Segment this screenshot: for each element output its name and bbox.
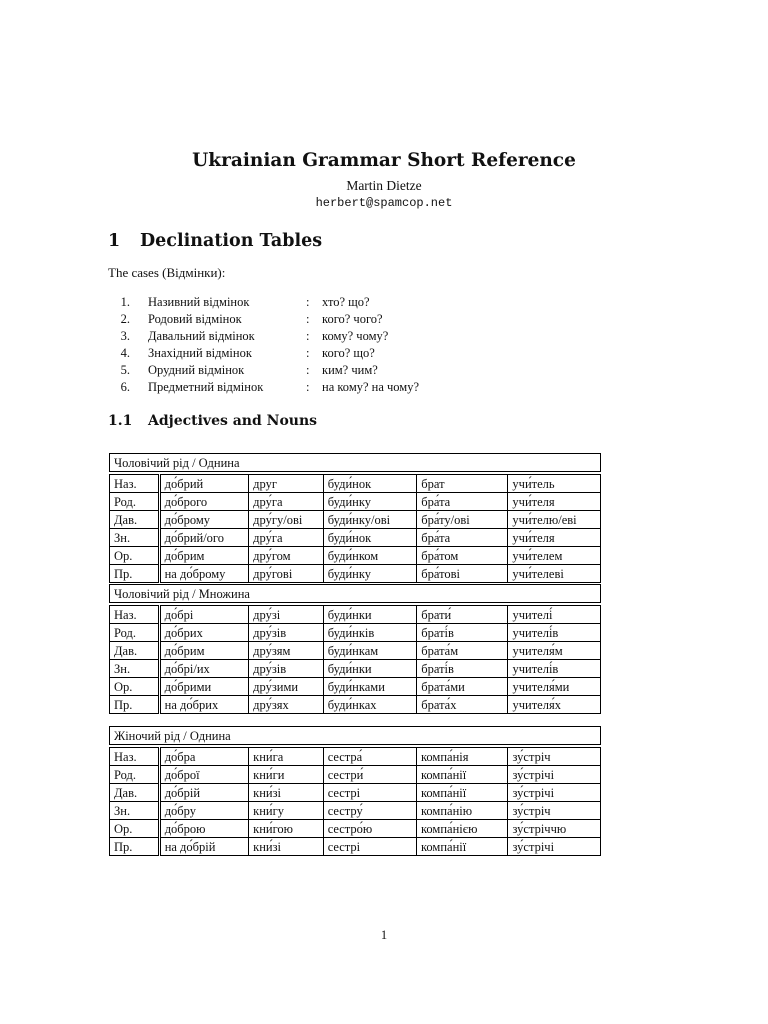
case-name: Знахідний відмінок xyxy=(148,346,252,360)
case-abbrev-cell: Дав. xyxy=(110,511,160,529)
table-cell: буди́нкам xyxy=(323,642,416,660)
case-question: кому? чому? xyxy=(322,329,389,343)
case-number: 1. xyxy=(120,295,130,309)
table-cell: компа́нією xyxy=(416,820,508,838)
case-colon: : xyxy=(306,329,310,343)
author-name: Martin Dietze xyxy=(346,178,422,193)
declension-table xyxy=(109,453,601,583)
table-cell: компа́нії xyxy=(416,784,508,802)
case-abbrev-cell: Зн. xyxy=(110,802,160,820)
table-row xyxy=(110,475,601,493)
table-heading: Чоловічий рід / Множина xyxy=(110,585,601,603)
case-number: 6. xyxy=(120,380,130,394)
table-cell: учи́теля xyxy=(508,493,601,511)
table-cell: брата́м xyxy=(417,642,508,660)
case-name: Предметний відмінок xyxy=(148,380,264,394)
table-cell: кни́га xyxy=(249,748,324,766)
case-abbrev-cell: Зн. xyxy=(110,660,160,678)
table-cell: кни́гу xyxy=(249,802,324,820)
table-cell: брати́ xyxy=(417,606,508,624)
section-number: 1 xyxy=(108,231,121,251)
document-title: Ukrainian Grammar Short Reference xyxy=(192,150,576,171)
case-abbrev-cell: Род. xyxy=(110,624,160,642)
case-colon: : xyxy=(306,380,310,394)
case-abbrev-cell: Зн. xyxy=(110,529,160,547)
table-row xyxy=(110,511,601,529)
case-abbrev-cell: Дав. xyxy=(110,642,160,660)
case-item xyxy=(108,379,419,396)
table-cell: кни́ги xyxy=(249,766,324,784)
subsection-title: Adjectives and Nouns xyxy=(148,413,318,429)
table-cell: зу́стріччю xyxy=(508,820,601,838)
table-cell: учителя́м xyxy=(508,642,601,660)
table-cell: до́бру xyxy=(159,802,248,820)
table-cell: браті́в xyxy=(417,660,508,678)
table-cell: буди́нку/ові xyxy=(323,511,416,529)
case-question: ким? чим? xyxy=(322,363,378,377)
table-cell: буди́нком xyxy=(323,547,416,565)
table-row xyxy=(110,802,601,820)
table-cell: кни́зі xyxy=(249,784,324,802)
table-cell: до́брими xyxy=(159,678,249,696)
table-row xyxy=(110,696,601,714)
table-cell: дру́гу/ові xyxy=(249,511,324,529)
table-cell: дру́гом xyxy=(249,547,324,565)
table-cell: учителі́в xyxy=(508,660,601,678)
case-abbrev-cell: Дав. xyxy=(110,784,160,802)
declension-table xyxy=(109,726,601,856)
table-row xyxy=(110,642,601,660)
table-cell: компа́нія xyxy=(416,748,508,766)
table-cell: бра́ту/ові xyxy=(417,511,508,529)
table-cell: дру́га xyxy=(249,493,324,511)
case-abbrev-cell: Наз. xyxy=(110,475,160,493)
table-row xyxy=(110,547,601,565)
table-cell: до́брим xyxy=(159,547,249,565)
case-abbrev-cell: Ор. xyxy=(110,820,160,838)
table-cell: учителя́ми xyxy=(508,678,601,696)
table-cell: зу́стрічі xyxy=(508,766,601,784)
table-cell: учи́теля xyxy=(508,529,601,547)
table-cell: зу́стрічі xyxy=(508,838,601,856)
table-row xyxy=(110,624,601,642)
table-row xyxy=(110,748,601,766)
table-row xyxy=(110,606,601,624)
table-cell: буди́нку xyxy=(323,565,416,583)
table-cell: буди́нків xyxy=(323,624,416,642)
table-cell: бра́та xyxy=(417,529,508,547)
case-abbrev-cell: Ор. xyxy=(110,678,160,696)
table-cell: дру́га xyxy=(249,529,324,547)
table-cell: до́брий xyxy=(159,475,249,493)
table-cell: учи́телем xyxy=(508,547,601,565)
case-name: Називний відмінок xyxy=(148,295,250,309)
table-cell: до́брій xyxy=(159,784,248,802)
case-number: 3. xyxy=(120,329,130,343)
table-cell: бра́том xyxy=(417,547,508,565)
case-colon: : xyxy=(306,295,310,309)
table-cell: дру́зів xyxy=(249,624,324,642)
table-row xyxy=(110,766,601,784)
author-email: herbert@spamcop.net xyxy=(315,196,453,210)
table-cell: дру́зях xyxy=(249,696,324,714)
table-cell: зу́стріч xyxy=(508,748,601,766)
page-number: 1 xyxy=(380,928,388,942)
table-cell: буди́нки xyxy=(323,660,416,678)
table-cell: сестрі xyxy=(323,838,416,856)
section-heading-declination xyxy=(108,231,322,251)
table-row xyxy=(110,493,601,511)
table-cell: до́брої xyxy=(159,766,248,784)
table-cell: сестри́ xyxy=(323,766,416,784)
cases-list xyxy=(108,294,419,396)
case-number: 5. xyxy=(120,363,130,377)
table-cell: буди́нок xyxy=(323,529,416,547)
table-cell: друг xyxy=(249,475,324,493)
case-abbrev-cell: Ор. xyxy=(110,547,160,565)
table-cell: сестра́ xyxy=(323,748,416,766)
cases-intro: The cases (Відмінки): xyxy=(108,265,226,280)
case-number: 2. xyxy=(120,312,130,326)
table-cell: компа́нії xyxy=(416,838,508,856)
case-name: Родовий відмінок xyxy=(148,312,242,326)
table-cell: зу́стрічі xyxy=(508,784,601,802)
case-colon: : xyxy=(306,363,310,377)
table-cell: бра́тові xyxy=(417,565,508,583)
table-cell: до́брі xyxy=(159,606,249,624)
table-cell: брат xyxy=(417,475,508,493)
case-name: Орудний відмінок xyxy=(148,363,245,377)
table-cell: буди́нками xyxy=(323,678,416,696)
table-cell: кни́зі xyxy=(249,838,324,856)
table-cell: компа́нію xyxy=(416,802,508,820)
case-question: на кому? на чому? xyxy=(322,380,420,394)
table-cell: учи́телю/еві xyxy=(508,511,601,529)
table-row xyxy=(110,565,601,583)
table-row xyxy=(110,820,601,838)
table-row xyxy=(110,838,601,856)
table-cell: брата́ми xyxy=(417,678,508,696)
case-abbrev-cell: Пр. xyxy=(110,696,160,714)
table-cell: дру́зими xyxy=(249,678,324,696)
case-item xyxy=(108,362,419,379)
subsection-number: 1.1 xyxy=(108,413,133,429)
table-row xyxy=(110,678,601,696)
case-question: кого? чого? xyxy=(322,312,383,326)
table-cell: до́брі/их xyxy=(159,660,249,678)
table-cell: буди́нку xyxy=(323,493,416,511)
table-cell: учителі́ xyxy=(508,606,601,624)
table-cell: до́бра xyxy=(159,748,248,766)
table-heading: Чоловічий рід / Однина xyxy=(110,454,601,472)
subsection-heading-adjectives-nouns xyxy=(108,413,317,429)
table-heading: Жіночий рід / Однина xyxy=(110,727,601,745)
table-cell: сестро́ю xyxy=(323,820,416,838)
case-question: кого? що? xyxy=(322,346,375,360)
case-name: Давальний відмінок xyxy=(148,329,255,343)
case-item xyxy=(108,345,419,362)
table-cell: бра́та xyxy=(417,493,508,511)
table-cell: буди́нок xyxy=(323,475,416,493)
table-cell: брата́х xyxy=(417,696,508,714)
case-abbrev-cell: Наз. xyxy=(110,748,160,766)
case-item xyxy=(108,311,419,328)
table-cell: сестрі xyxy=(323,784,416,802)
table-cell: до́брих xyxy=(159,624,249,642)
table-cell: дру́зі xyxy=(249,606,324,624)
case-item xyxy=(108,294,419,311)
case-colon: : xyxy=(306,346,310,360)
case-abbrev-cell: Пр. xyxy=(110,565,160,583)
table-cell: кни́гою xyxy=(249,820,324,838)
section-title: Declination Tables xyxy=(140,231,323,251)
table-cell: до́брого xyxy=(159,493,249,511)
case-abbrev-cell: Род. xyxy=(110,766,160,784)
table-cell: дру́зів xyxy=(249,660,324,678)
case-abbrev-cell: Род. xyxy=(110,493,160,511)
case-item xyxy=(108,328,419,345)
table-cell: компа́нії xyxy=(416,766,508,784)
table-cell: на до́брих xyxy=(159,696,249,714)
table-cell: сестру́ xyxy=(323,802,416,820)
case-question: хто? що? xyxy=(322,295,370,309)
table-cell: буди́нках xyxy=(323,696,416,714)
table-cell: дру́гові xyxy=(249,565,324,583)
case-abbrev-cell: Пр. xyxy=(110,838,160,856)
case-abbrev-cell: Наз. xyxy=(110,606,160,624)
table-cell: до́брою xyxy=(159,820,248,838)
table-cell: дру́зям xyxy=(249,642,324,660)
case-colon: : xyxy=(306,312,310,326)
table-row xyxy=(110,784,601,802)
table-cell: зу́стріч xyxy=(508,802,601,820)
table-cell: на до́брому xyxy=(159,565,249,583)
table-cell: учи́телеві xyxy=(508,565,601,583)
declension-table xyxy=(109,584,601,714)
table-cell: учителя́х xyxy=(508,696,601,714)
table-cell: буди́нки xyxy=(323,606,416,624)
table-cell: браті́в xyxy=(417,624,508,642)
table-cell: на до́брій xyxy=(159,838,248,856)
table-cell: учи́тель xyxy=(508,475,601,493)
case-number: 4. xyxy=(120,346,130,360)
table-cell: до́брому xyxy=(159,511,249,529)
table-cell: учителі́в xyxy=(508,624,601,642)
table-row xyxy=(110,660,601,678)
table-cell: до́брий/ого xyxy=(159,529,249,547)
table-cell: до́брим xyxy=(159,642,249,660)
table-row xyxy=(110,529,601,547)
